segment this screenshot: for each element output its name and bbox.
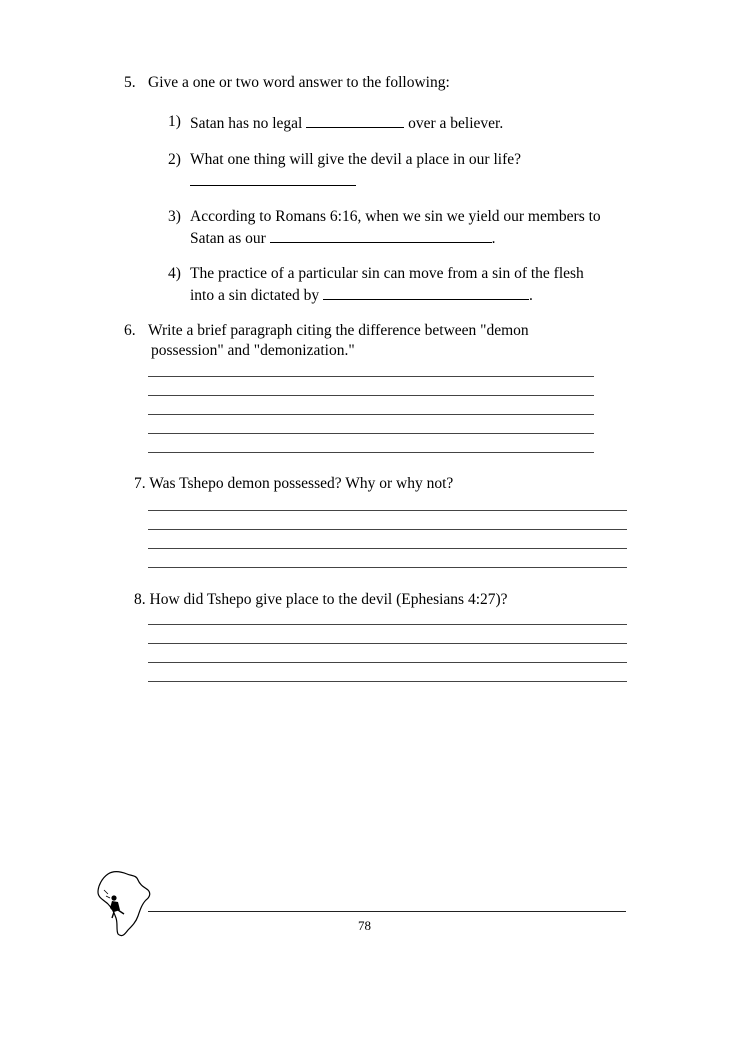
q8-answer-line-4[interactable]	[148, 681, 627, 682]
q5-item3-line1: According to Romans 6:16, when we sin we yield our members to	[190, 208, 601, 225]
q7-answer-line-3[interactable]	[148, 548, 627, 549]
q7-answer-line-4[interactable]	[148, 567, 627, 568]
q5-item1	[190, 113, 503, 133]
q6-number: 6.	[124, 322, 136, 339]
q6-answer-line-4[interactable]	[148, 433, 594, 434]
q5-item3-text-before: Satan as our	[190, 230, 266, 247]
q7-prompt: 7. Was Tshepo demon possessed? Why or why not?	[134, 475, 454, 492]
q8-answer-line-1[interactable]	[148, 624, 627, 625]
q5-item2-answer-line[interactable]	[190, 185, 356, 186]
q5-item1-text-after: over a believer.	[408, 115, 504, 132]
q5-item2-number: 2)	[168, 151, 181, 168]
q6-answer-line-3[interactable]	[148, 414, 594, 415]
q6-prompt-line1: Write a brief paragraph citing the difference between "demon	[148, 322, 529, 339]
q6-answer-line-1[interactable]	[148, 376, 594, 377]
q5-item3-number: 3)	[168, 208, 181, 225]
q8-answer-line-2[interactable]	[148, 643, 627, 644]
q5-item3-answer-blank[interactable]	[270, 228, 492, 243]
q5-prompt: Give a one or two word answer to the following:	[148, 74, 450, 91]
q5-item4-line1: The practice of a particular sin can move from a sin of the flesh	[190, 265, 584, 282]
q5-item2-text: What one thing will give the devil a place in our life?	[190, 151, 521, 168]
page-number: 78	[358, 918, 371, 933]
q5-item4-answer-blank[interactable]	[323, 285, 529, 300]
q6-prompt-line2: possession" and "demonization."	[151, 342, 355, 359]
q7-answer-line-2[interactable]	[148, 529, 627, 530]
q5-item4-line2	[190, 285, 533, 305]
q5-number: 5.	[124, 74, 136, 91]
q5-item1-answer-blank[interactable]	[306, 113, 404, 128]
q8-answer-line-3[interactable]	[148, 662, 627, 663]
q5-item3-text-after: .	[491, 230, 496, 247]
q7-answer-line-1[interactable]	[148, 510, 627, 511]
footer-divider	[148, 911, 626, 912]
q5-item3-line2	[190, 228, 496, 248]
q5-item1-text-before: Satan has no legal	[190, 115, 303, 132]
q5-item4-text-after: .	[529, 287, 533, 304]
africa-map-icon	[94, 868, 154, 940]
q5-item4-text-before: into a sin dictated by	[190, 287, 320, 304]
q6-answer-line-2[interactable]	[148, 395, 594, 396]
q5-item1-number: 1)	[168, 113, 181, 130]
q5-item4-number: 4)	[168, 265, 181, 282]
q8-prompt: 8. How did Tshepo give place to the devil (Ephesians 4:27)?	[134, 591, 508, 608]
q6-answer-line-5[interactable]	[148, 452, 594, 453]
